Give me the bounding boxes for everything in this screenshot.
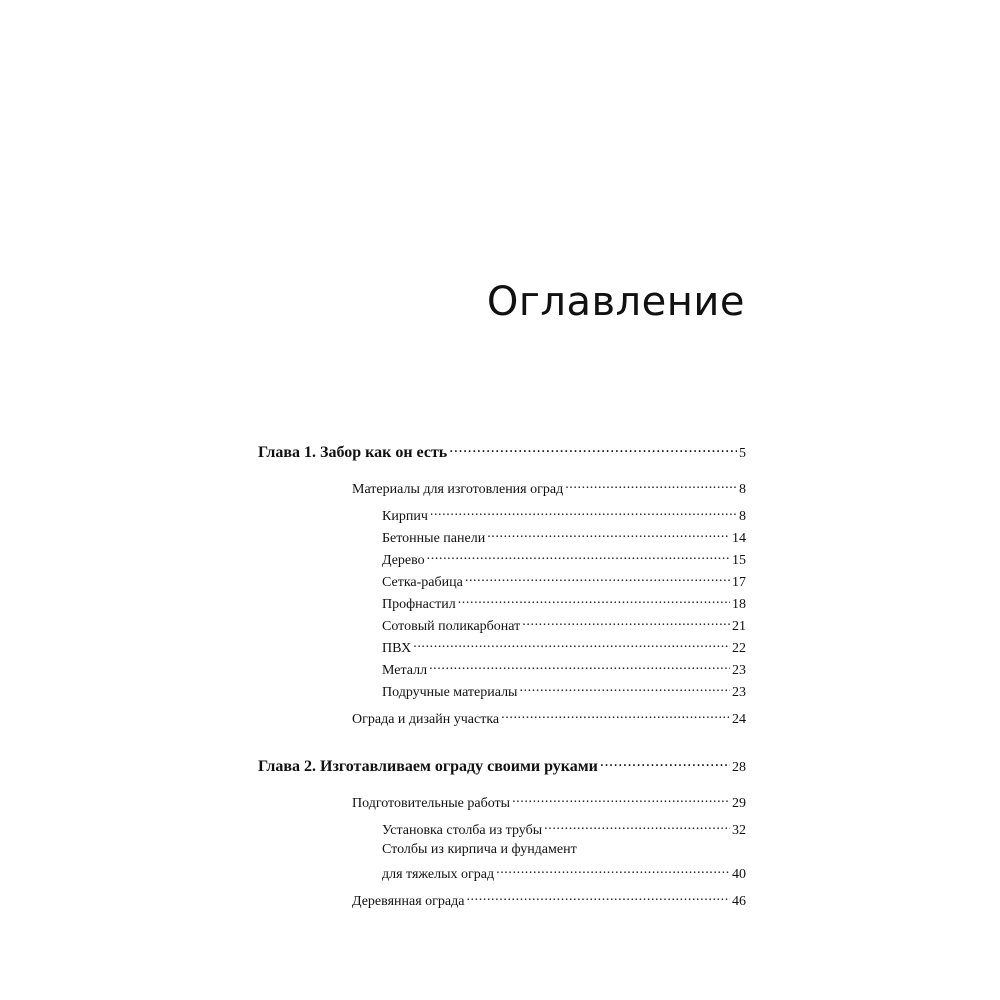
toc-page-number: 29 xyxy=(732,796,746,811)
toc-entry-title: Подручные материалы xyxy=(382,685,518,700)
toc-leader-dots xyxy=(565,479,737,493)
toc-subsection-metal xyxy=(382,660,746,679)
toc-entry-title: Сотовый поликарбонат xyxy=(382,619,521,634)
toc-page-number: 23 xyxy=(732,663,746,678)
toc-page-number: 21 xyxy=(732,619,746,634)
toc-subsection-wood xyxy=(382,550,746,569)
toc-page-number: 40 xyxy=(732,867,746,882)
toc-section-wooden-fence xyxy=(352,891,746,910)
toc-entry-title: Дерево xyxy=(382,553,425,568)
toc-page-number: 14 xyxy=(732,531,746,546)
toc-leader-dots xyxy=(466,891,730,905)
toc-leader-dots xyxy=(501,709,730,723)
toc-subsection-pvc xyxy=(382,638,746,657)
toc-page-number: 15 xyxy=(732,553,746,568)
toc-subsection-brick-posts-line1 xyxy=(382,842,746,858)
toc-entry-title: Установка столба из трубы xyxy=(382,823,543,838)
toc-section-materials xyxy=(352,479,746,498)
toc-leader-dots xyxy=(458,594,730,608)
toc-subsection-brick xyxy=(382,506,746,525)
toc-subsection-improvised xyxy=(382,682,746,701)
toc-leader-dots xyxy=(487,528,730,542)
toc-leader-dots xyxy=(427,550,730,564)
toc-page-number: 28 xyxy=(732,760,746,775)
toc-entry-title: ПВХ xyxy=(382,641,412,656)
toc-leader-dots xyxy=(522,616,730,630)
toc-leader-dots xyxy=(413,638,730,652)
toc-entry-title: Бетонные панели xyxy=(382,531,486,546)
toc-leader-dots xyxy=(519,682,730,696)
toc-page-number: 22 xyxy=(732,641,746,656)
toc-entry-title: Подготовительные работы xyxy=(352,796,511,811)
toc-page-number: 24 xyxy=(732,712,746,727)
toc-entry-title: Ограда и дизайн участка xyxy=(352,712,500,727)
toc-chapter-2 xyxy=(258,755,746,776)
toc-subsection-post xyxy=(382,820,746,839)
toc-entry-title: Материалы для изготовления оград xyxy=(352,482,564,497)
toc-page-number: 46 xyxy=(732,894,746,909)
toc-leader-dots xyxy=(465,572,730,586)
toc-leader-dots xyxy=(600,755,730,771)
toc-page-number: 5 xyxy=(739,446,746,461)
toc-chapter-1 xyxy=(258,441,746,462)
toc-leader-dots xyxy=(544,820,730,834)
toc-page-number: 17 xyxy=(732,575,746,590)
toc-subsection-concrete xyxy=(382,528,746,547)
toc-leader-dots xyxy=(429,660,730,674)
toc-page-number: 8 xyxy=(739,482,746,497)
page-title: Оглавление xyxy=(486,279,745,325)
toc-leader-dots xyxy=(512,793,730,807)
toc-page-number: 23 xyxy=(732,685,746,700)
toc-section-prep xyxy=(352,793,746,812)
toc-subsection-profile xyxy=(382,594,746,613)
toc-leader-dots xyxy=(449,441,737,457)
toc-leader-dots xyxy=(430,506,737,520)
toc-entry-title: Деревянная ограда xyxy=(352,894,465,909)
toc-page-number: 18 xyxy=(732,597,746,612)
toc-entry-title: для тяжелых оград xyxy=(382,867,495,882)
toc-page-number: 8 xyxy=(739,509,746,524)
toc-entry-title: Глава 2. Изготавливаем ограду своими руками xyxy=(258,758,598,775)
toc-entry-title: Глава 1. Забор как он есть xyxy=(258,444,448,461)
toc-entry-title: Сетка-рабица xyxy=(382,575,463,590)
toc-leader-dots xyxy=(496,864,730,878)
toc-entry-title: Столбы из кирпича и фундамент xyxy=(382,842,577,857)
toc-entry-title: Металл xyxy=(382,663,428,678)
toc-entry-title: Профнастил xyxy=(382,597,456,612)
toc-section-design xyxy=(352,709,746,728)
toc-subsection-brick-posts xyxy=(382,864,746,883)
toc-page-number: 32 xyxy=(732,823,746,838)
toc-entry-title: Кирпич xyxy=(382,509,428,524)
toc-subsection-polycarbonate xyxy=(382,616,746,635)
toc-subsection-mesh xyxy=(382,572,746,591)
